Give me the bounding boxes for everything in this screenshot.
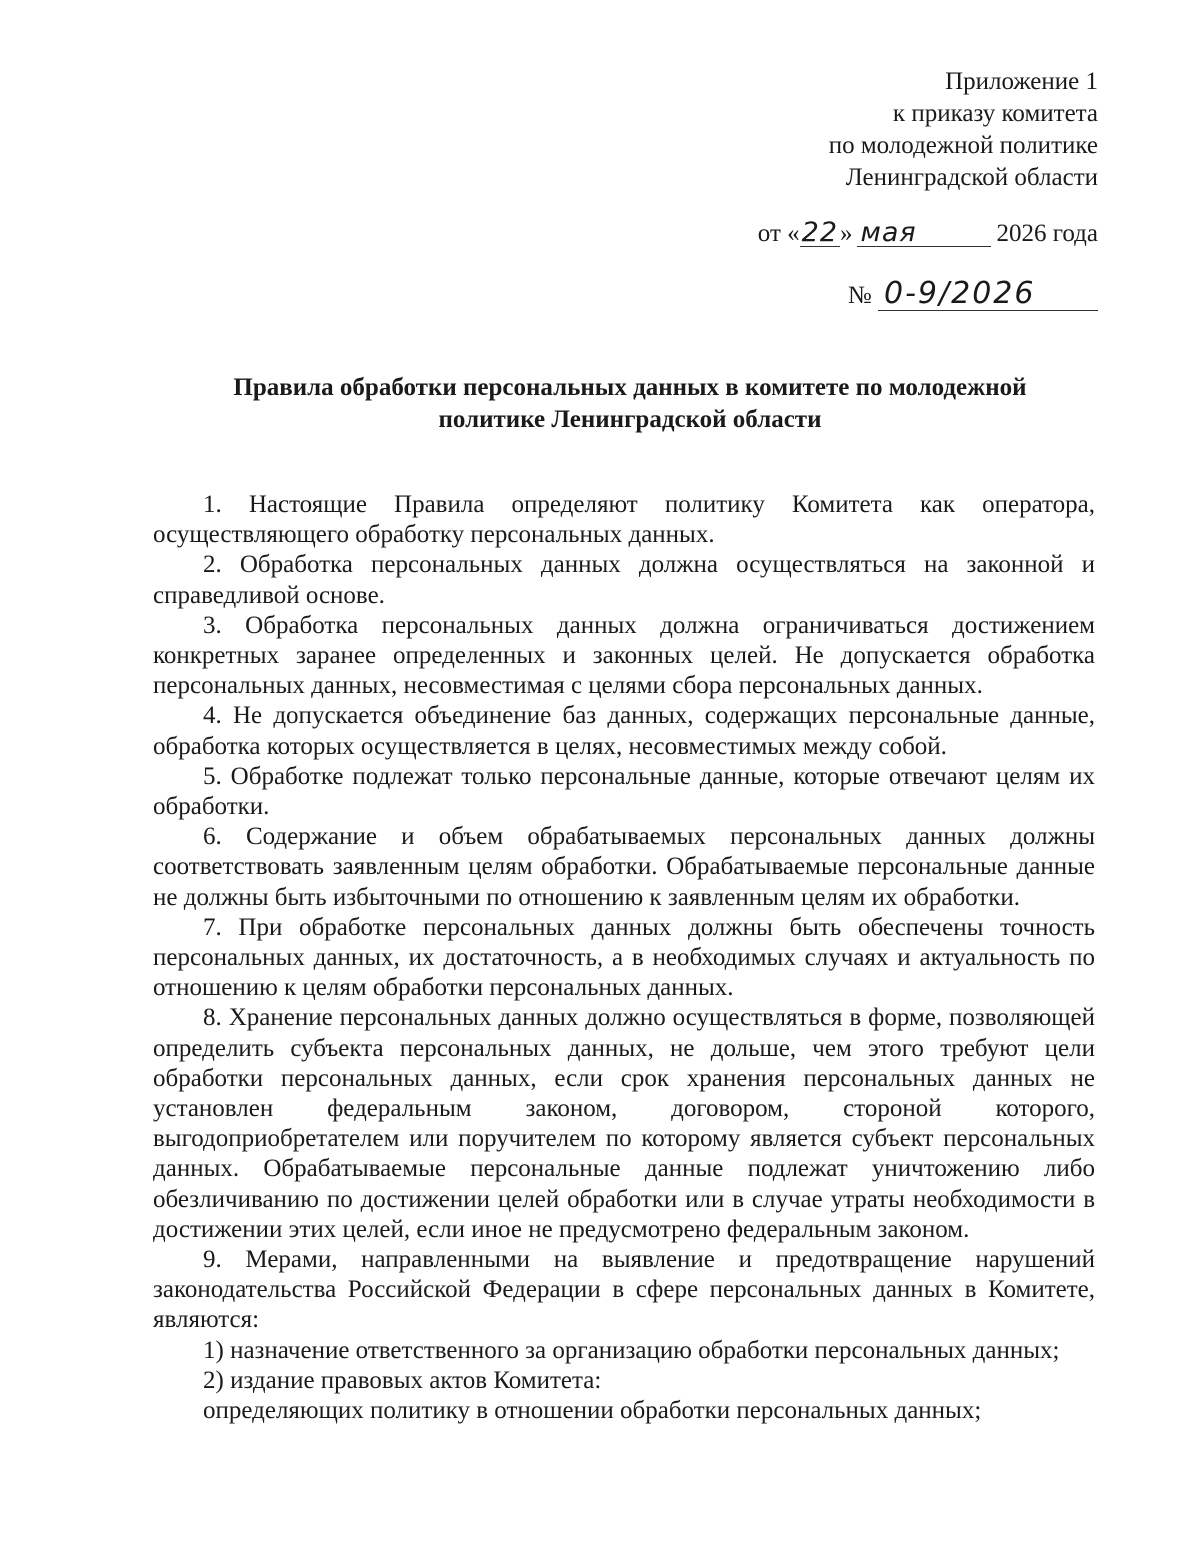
region-name: Ленинградской области xyxy=(845,164,1098,191)
order-number xyxy=(848,278,1098,313)
number-value: 0-9/2026 xyxy=(878,278,1098,311)
paragraph: 6. Содержание и объем обрабатываемых персональных данных должны соответствовать заявленным целям обработки. Обрабатываемые персональные данные не должны быть избыточными по отношению к заявленным целям их обработки. xyxy=(153,823,1095,911)
order-date xyxy=(758,218,1098,250)
paragraph: 2. Обработка персональных данных должна осуществляться на законной и справедливой основе. xyxy=(153,551,1095,609)
date-day: 22 xyxy=(801,217,839,248)
order-reference: к приказу комитета xyxy=(892,100,1098,127)
date-quote-close: » xyxy=(840,220,853,247)
date-year: 2026 года xyxy=(996,220,1098,247)
committee-name: по молодежной политике xyxy=(828,132,1098,159)
appendix-label: Приложение 1 xyxy=(945,68,1098,95)
date-prefix: от « xyxy=(757,220,800,247)
paragraph: 4. Не допускается объединение баз данных, содержащих персональные данные, обработка которых осуществляется в целях, несовместимых между собой. xyxy=(153,702,1095,760)
document-title xyxy=(150,372,1110,436)
title-line-1: Правила обработки персональных данных в комитете по молодежной xyxy=(233,374,1027,401)
paragraph: 9. Мерами, направленными на выявление и предотвращение нарушений законодательства Российской Федерации в сфере персональных данных в Комитете, являются: xyxy=(153,1246,1095,1334)
date-month: мая xyxy=(857,220,991,247)
number-sign: № xyxy=(847,282,872,309)
appendix-header xyxy=(829,66,1098,194)
title-line-2: политике Ленинградской области xyxy=(438,406,822,433)
paragraph: 5. Обработке подлежат только персональные данные, которые отвечают целям их обработки. xyxy=(153,762,1095,821)
list-item: 1) назначение ответственного за организацию обработки персональных данных; xyxy=(203,1336,1060,1364)
paragraph: 3. Обработка персональных данных должна ограничиваться достижением конкретных заранее определенных и законных целей. Не допускается обработка персональных данных, несовместимая с целями сбора персональных данных. xyxy=(153,611,1095,700)
list-item: 2) издание правовых актов Комитета: xyxy=(203,1366,602,1394)
document-body xyxy=(153,490,1095,1426)
paragraph: 7. При обработке персональных данных должны быть обеспечены точность персональных данных, их достаточность, а в необходимых случаях и актуальность по отношению к целям обработки персональных данных. xyxy=(153,913,1095,1002)
paragraph: 8. Хранение персональных данных должно осуществляться в форме, позволяющей определить субъекта персональных данных, не дольше, чем этого требуют цели обработки персональных данных, если срок хранения персональных данных не установлен федеральным законом, договором, стороной которого, выгодоприобретателем или поручителем по которому является субъект персональных данных. Обрабатываемые персональные данные подлежат уничтожению либо обезличиванию по достижении целей обработки или в случае утраты необходимости в достижении этих целей, если иное не предусмотрено федеральным законом. xyxy=(153,1004,1095,1243)
paragraph: 1. Настоящие Правила определяют политику Комитета как оператора, осуществляющего обработку персональных данных. xyxy=(153,491,1095,549)
list-item: определяющих политику в отношении обработки персональных данных; xyxy=(203,1397,982,1425)
